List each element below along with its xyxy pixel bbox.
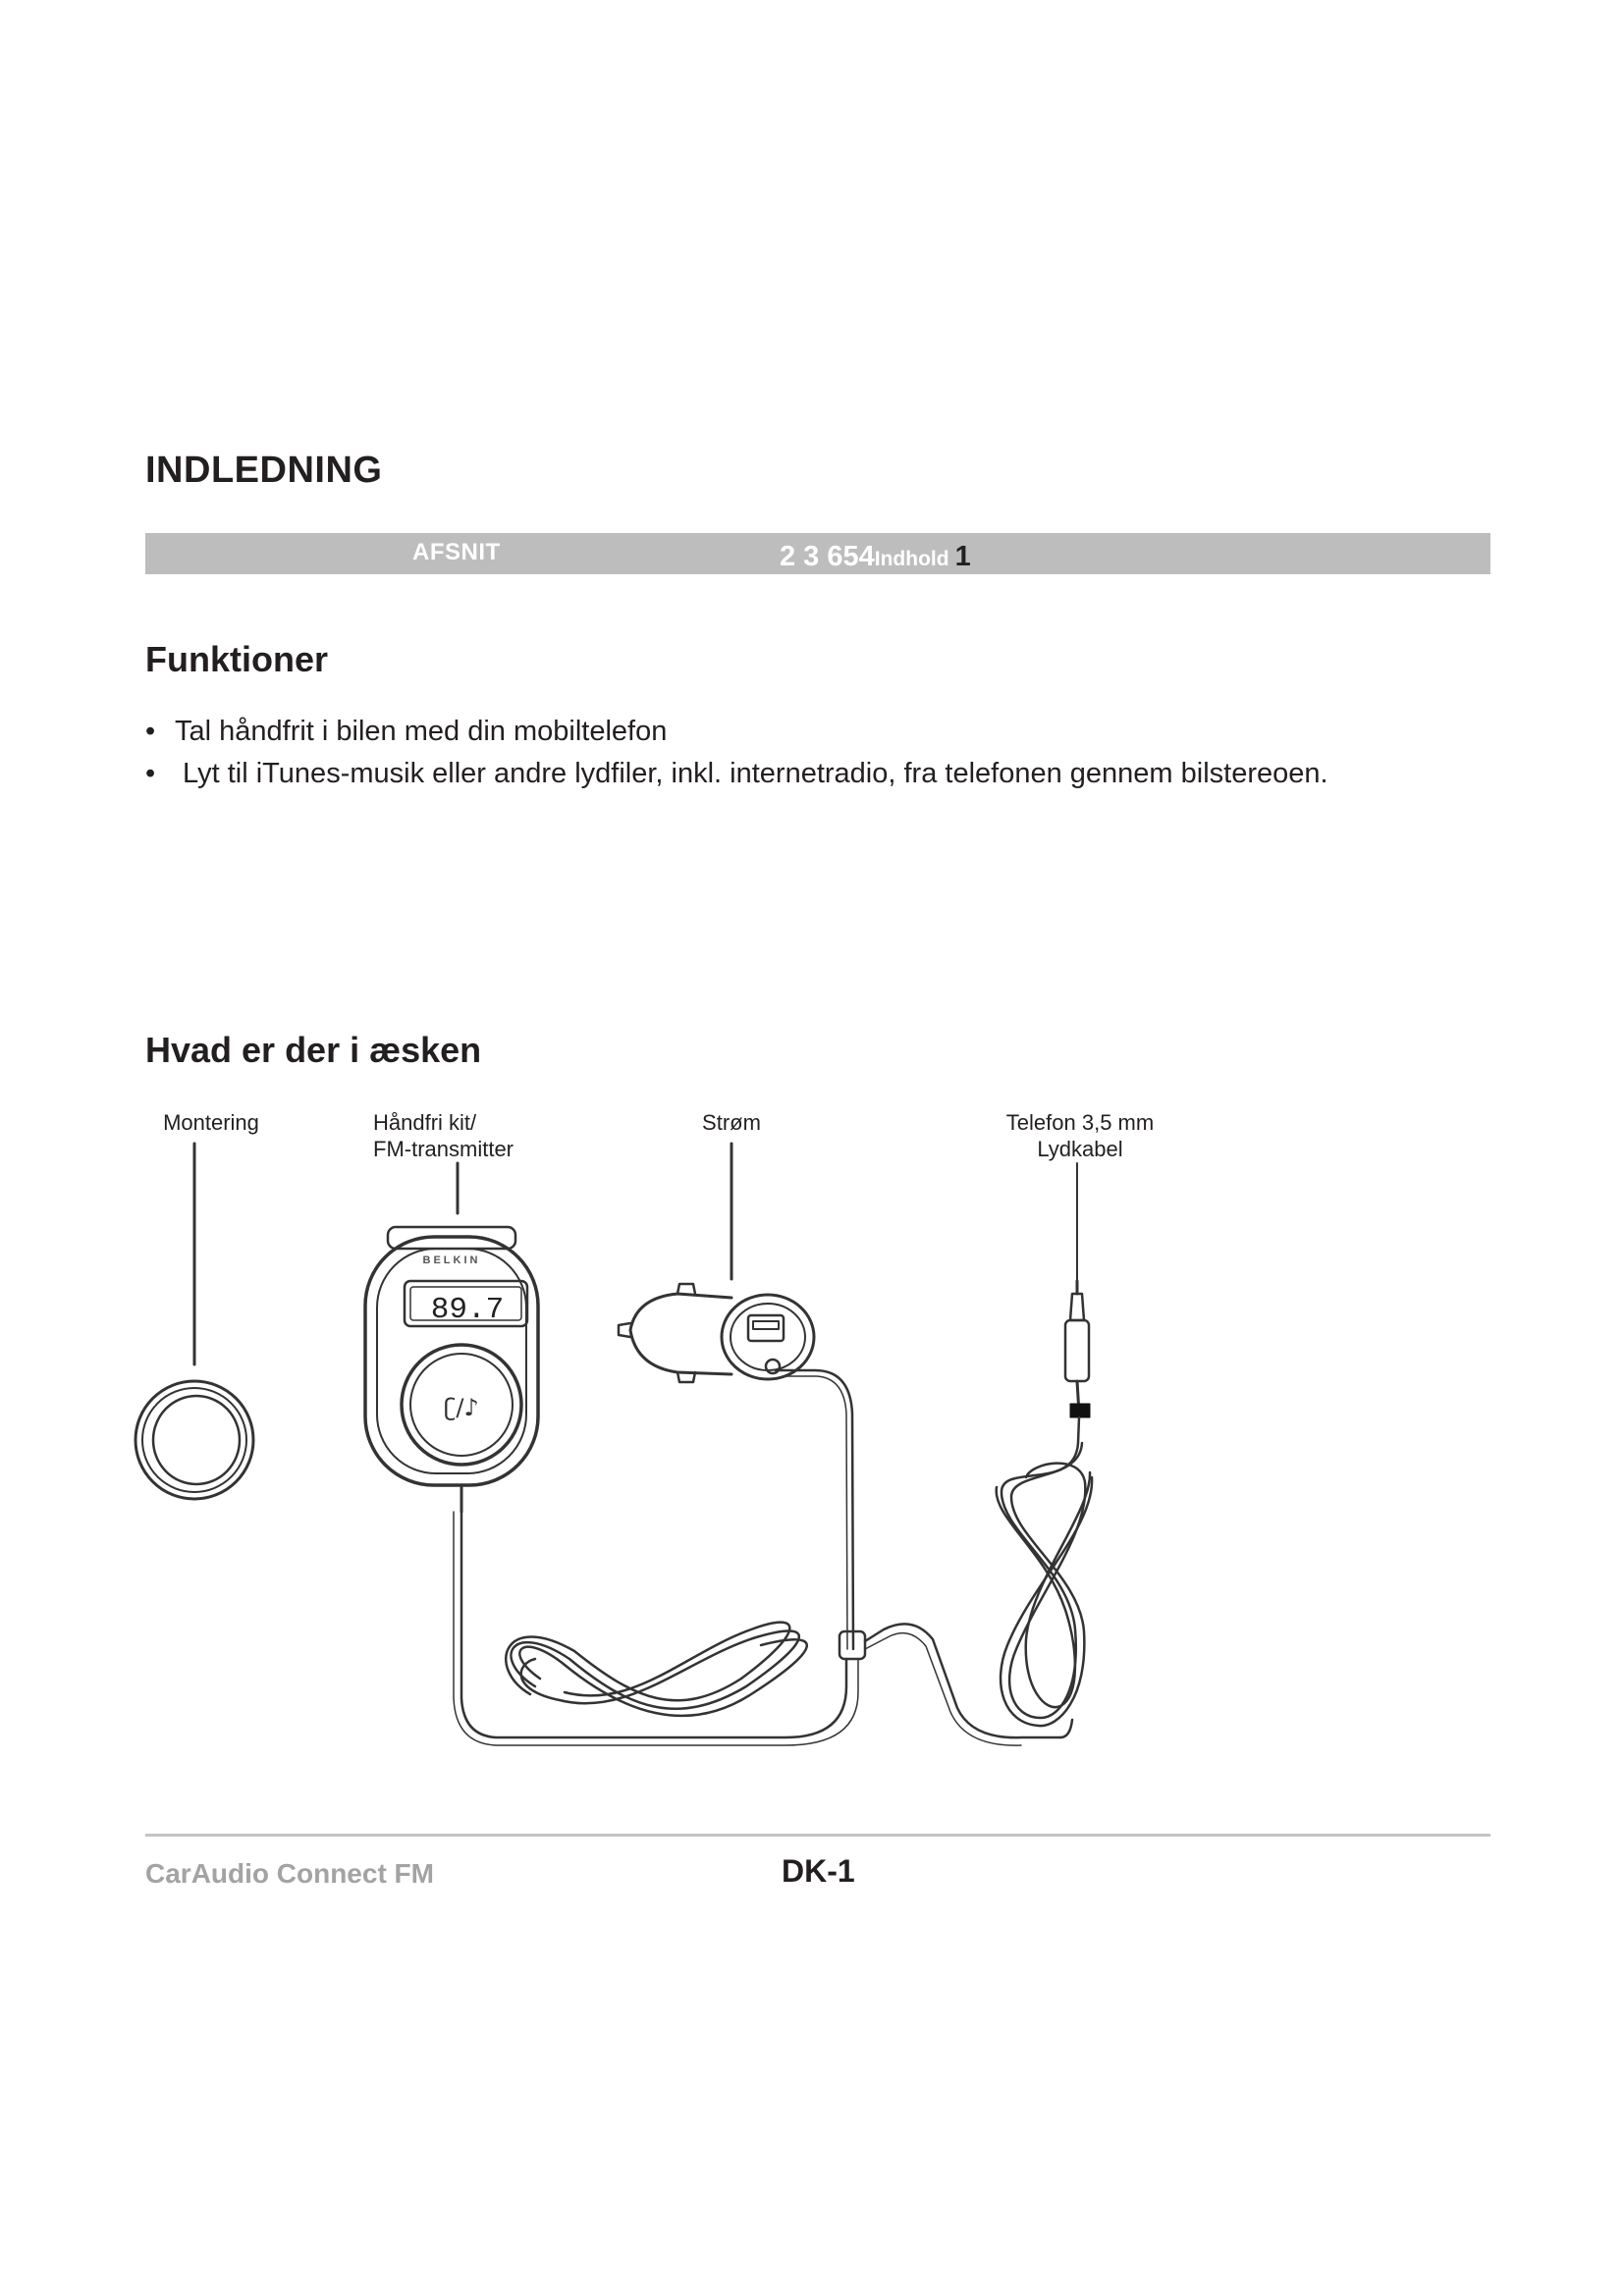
brand-logo: BELKIN xyxy=(422,1255,481,1266)
section-links[interactable]: 2 3 654 xyxy=(780,541,875,572)
frequency-display: 89.7 xyxy=(430,1293,505,1327)
footer-product-name: CarAudio Connect FM xyxy=(145,1858,434,1889)
box-contents-heading: Hvad er der i æsken xyxy=(145,1030,482,1070)
feature-text: Tal håndfrit i bilen med din mobiltelefon xyxy=(175,716,668,747)
coiled-audio-cable xyxy=(997,1417,1092,1726)
bullet-dot: • xyxy=(145,758,156,789)
contents-link[interactable]: Indhold xyxy=(874,548,949,570)
feature-bullet xyxy=(145,716,667,748)
features-heading: Funktioner xyxy=(145,639,328,679)
current-section-number: 1 xyxy=(954,541,971,572)
caption-mount: Montering xyxy=(163,1110,259,1135)
section-label: AFSNIT xyxy=(412,539,501,565)
caption-kit-line2: FM-transmitter xyxy=(373,1137,514,1161)
caption-cable-line1: Telefon 3,5 mm xyxy=(1005,1110,1155,1135)
section-title: INDLEDNING xyxy=(145,450,383,491)
footer-divider xyxy=(145,1834,1490,1837)
feature-text: Lyt til iTunes-musik eller andre lydfiler, inkl. internetradio, fra telefonen gennem bilstereoen. xyxy=(175,758,1328,789)
car-charger-icon xyxy=(619,1284,814,1382)
page-number: DK-1 xyxy=(782,1853,855,1889)
section-navigation-bar xyxy=(145,533,1490,574)
box-contents-illustration xyxy=(0,1080,1624,1767)
fm-transmitter-icon xyxy=(365,1227,538,1512)
charger-cable xyxy=(776,1370,853,1649)
call-music-icon: ʗ/♪ xyxy=(444,1394,479,1421)
caption-cable-line2: Lydkabel xyxy=(1037,1137,1123,1161)
caption-power: Strøm xyxy=(702,1110,761,1135)
mount-ring-icon xyxy=(135,1381,253,1499)
feature-bullet xyxy=(145,758,1328,790)
bullet-dot: • xyxy=(145,716,156,747)
coiled-cable xyxy=(506,1623,807,1716)
audio-plug-icon xyxy=(1065,1281,1090,1417)
section-number-nav xyxy=(780,541,971,573)
caption-kit-line1: Håndfri kit/ xyxy=(373,1110,477,1135)
